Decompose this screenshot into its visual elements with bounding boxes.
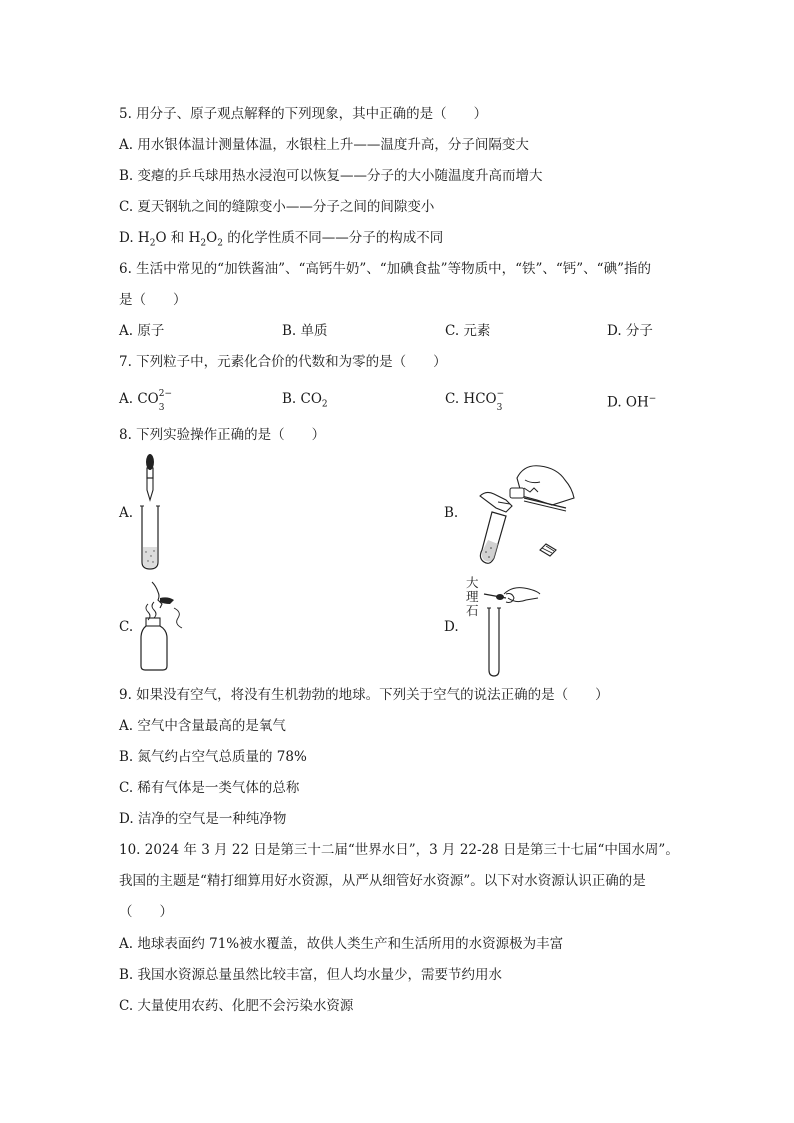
q6-option-d: D. 分子 — [607, 323, 653, 339]
q10-stem-line3: （ ） — [119, 904, 173, 920]
q7-option-b: B. $CO_2$ — [282, 391, 328, 410]
q8-stem: 8. 下列实验操作正确的是（ ） — [119, 427, 326, 443]
q6-option-c: C. 元素 — [445, 323, 491, 339]
q6-stem-line1: 6. 生活中常见的“加铁酱油”、“高钙牛奶”、“加碘食盐”等物质中，“铁”、“钙”、“碘”指的 — [119, 261, 651, 277]
q6-option-b: B. 单质 — [282, 323, 328, 339]
q6-stem-line2: 是（ ） — [119, 292, 187, 308]
q10-option-c: C. 大量使用农药、化肥不会污染水资源 — [119, 998, 354, 1014]
q8-label-a: A. — [119, 505, 134, 521]
q7-stem: 7. 下列粒子中，元素化合价的代数和为零的是（ ） — [119, 354, 447, 370]
q10-option-a: A. 地球表面约 71%被水覆盖，故供人类生产和生活所用的水资源极为丰富 — [119, 936, 564, 952]
q9-option-d: D. 洁净的空气是一种纯净物 — [119, 811, 287, 827]
q10-option-b: B. 我国水资源总量虽然比较丰富，但人均水量少，需要节约用水 — [119, 967, 503, 983]
q10-stem-line2: 我国的主题是“精打细算用好水资源，从严从细管好水资源”。以下对水资源认识正确的是 — [119, 873, 646, 889]
powder-adding-figure — [462, 458, 582, 568]
marble-test-tube-figure — [482, 580, 542, 680]
q8-label-c: C. — [119, 619, 134, 635]
q7-option-d: D. OH− — [607, 394, 657, 411]
q10-stem-line1: 10. 2024 年 3 月 22 日是第三十二届“世界水日”，3 月 22-28 日是第三十七届“中国水周”。 — [119, 842, 679, 858]
smelling-gas-figure — [138, 578, 188, 674]
q9-option-c: C. 稀有气体是一类气体的总称 — [119, 780, 300, 796]
q8-label-d: D. — [444, 619, 459, 635]
q5-option-b: B. 变瘪的乒乓球用热水浸泡可以恢复——分子的大小随温度升高而增大 — [119, 168, 543, 184]
q7-option-c: C. HCO − 3 — [445, 388, 505, 413]
q9-option-a: A. 空气中含量最高的是氧气 — [119, 718, 286, 734]
q5-option-a: A. 用水银体温计测量体温，水银柱上升——温度升高，分子间隔变大 — [119, 137, 529, 153]
q5-option-d: D. $H_2O$ 和 $H_2O_2$ 的化学性质不同——分子的构成不同 — [119, 230, 444, 249]
q9-stem: 9. 如果没有空气，将没有生机勃勃的地球。下列关于空气的说法正确的是（ ） — [119, 687, 609, 703]
q5-stem: 5. 用分子、原子观点解释的下列现象，其中正确的是（ ） — [119, 106, 488, 122]
q7-option-a: A. CO 2− 3 — [119, 388, 173, 413]
dropper-figure — [135, 452, 171, 572]
q6-option-a: A. 原子 — [119, 323, 165, 339]
marble-label: 大 理 石 — [466, 575, 479, 618]
q9-option-b: B. 氮气约占空气总质量的 78% — [119, 749, 307, 765]
q5-option-c: C. 夏天钢轨之间的缝隙变小——分子之间的间隙变小 — [119, 199, 435, 215]
q8-label-b: B. — [444, 505, 459, 521]
